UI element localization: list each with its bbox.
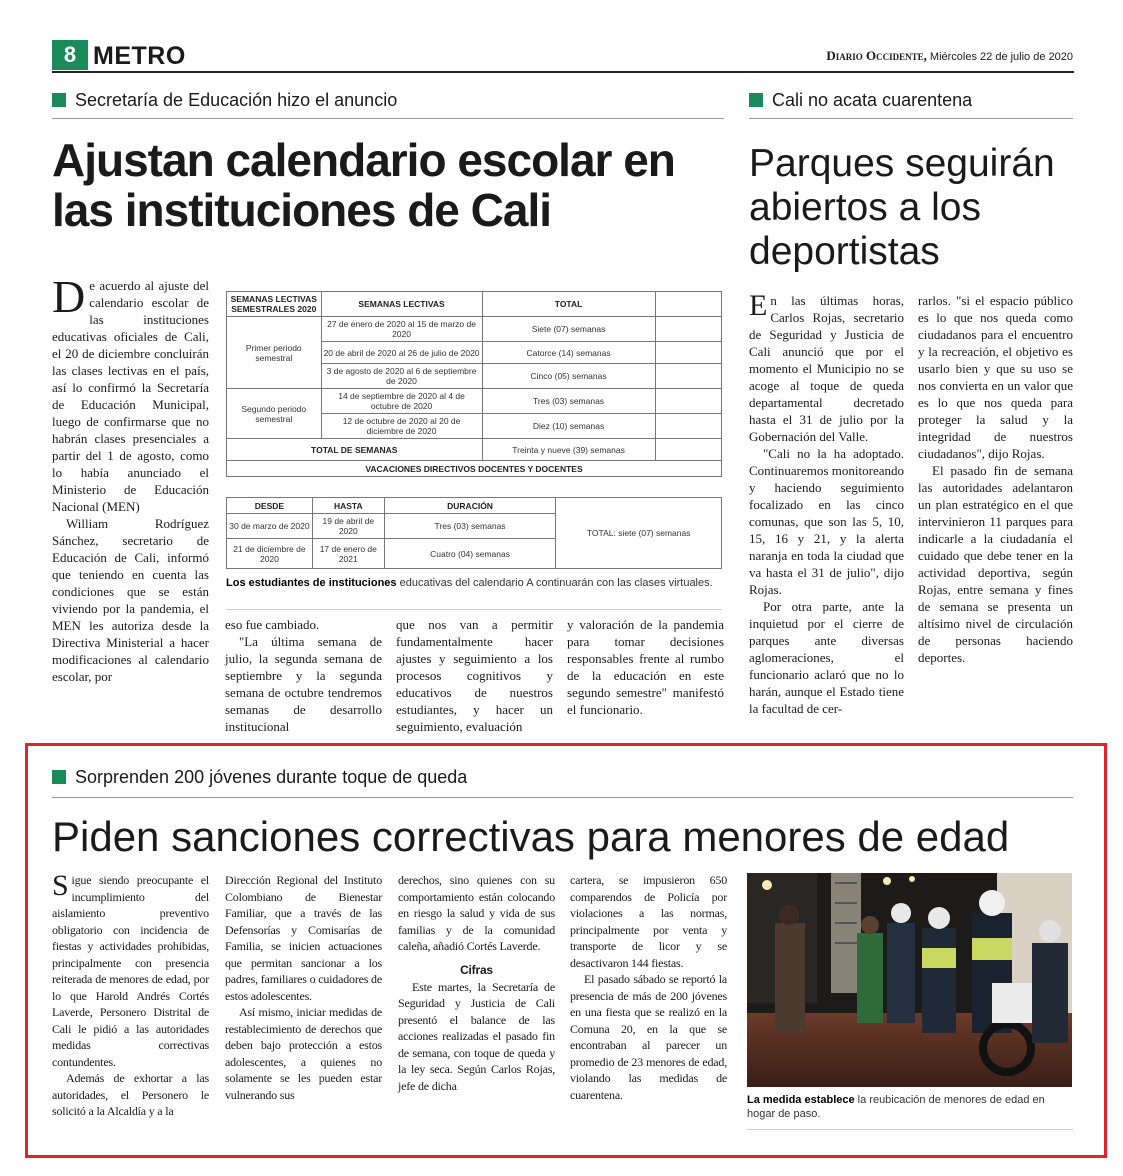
side-col1-p1: n las últimas horas, Carlos Rojas, secretario de Seguridad y Justicia de Cali anunció que por el momento el Municipio no se acoge al toque de queda departamental decretado hasta el 31 de julio por la Gobernación del Valle. bbox=[749, 293, 904, 444]
side-kicker bbox=[749, 89, 972, 111]
side-col1-p3: Por otra parte, ante la inquietud por el cierre de parques ante diversas aglomeraciones, el funcionario aclaró que no lo harán, aunque el Estado tiene la facultad de cer- bbox=[749, 599, 904, 716]
table-header: HASTA bbox=[312, 498, 384, 514]
table-cell-empty bbox=[655, 414, 721, 439]
table-caption-text: educativas del calendario A continuarán con las clases virtuales. bbox=[396, 577, 713, 589]
drop-cap: S bbox=[52, 869, 69, 902]
table-cell: Catorce (14) semanas bbox=[482, 342, 655, 364]
calendar-table bbox=[226, 291, 722, 477]
table-cell-empty bbox=[655, 364, 721, 389]
table-cell: 17 de enero de 2021 bbox=[312, 539, 384, 569]
kicker-square-icon bbox=[52, 93, 66, 107]
table-caption-bold: Los estudiantes de instituciones bbox=[226, 577, 397, 589]
side-col2-p1: rarlos. "si el espacio público es lo que nos queda como ciudadanos para el encuentro y la recreación, el objetivo es usarlo bien y que su uso se nos convierta en un valor que es lo que nos queda para proteger la salud y la integridad de nuestros ciudadanos", dijo Rojas. bbox=[918, 293, 1073, 461]
table-cell: Tres (03) semanas bbox=[384, 514, 556, 539]
table-cell: 14 de septiembre de 2020 al 4 de octubre de 2020 bbox=[321, 389, 482, 414]
header-rule bbox=[52, 71, 1074, 73]
main-col-2 bbox=[225, 616, 382, 735]
bottom-kicker-rule bbox=[52, 797, 1073, 798]
photo-caption-text: la reubicación de menores de edad en hogar de paso. bbox=[747, 1094, 1045, 1120]
main-kicker bbox=[52, 89, 397, 111]
table-cell: Segundo periodo semestral bbox=[227, 389, 322, 439]
table-cell-empty bbox=[655, 342, 721, 364]
table-caption bbox=[226, 576, 722, 590]
table-cell-empty bbox=[655, 292, 721, 317]
table-cell: Cinco (05) semanas bbox=[482, 364, 655, 389]
table-cell: 12 de octubre de 2020 al 20 de diciembre de 2020 bbox=[321, 414, 482, 439]
side-col-1 bbox=[749, 289, 904, 717]
table-cell-empty bbox=[655, 439, 721, 461]
bottom-col2-p1: Dirección Regional del Instituto Colombiano de Bienestar Familiar, que a través de las Defensorías y Comisarías de Familia, se inicien actuaciones que permitan sancionar a los padres, familiares o cuidadores de estos adolescentes. bbox=[225, 873, 382, 1003]
issue-date: Miércoles 22 de julio de 2020 bbox=[929, 51, 1073, 63]
bottom-col-3 bbox=[398, 872, 555, 1094]
newspaper-name: Diario Occidente, bbox=[826, 48, 927, 63]
side-col-2 bbox=[918, 292, 1073, 666]
drop-cap: E bbox=[749, 289, 768, 322]
main-col-4 bbox=[567, 616, 724, 718]
table-cell-empty bbox=[655, 389, 721, 414]
table-header: SEMANAS LECTIVAS bbox=[321, 292, 482, 317]
table-cell: 3 de agosto de 2020 al 6 de septiembre de 2020 bbox=[321, 364, 482, 389]
main-col1-p2: William Rodríguez Sánchez, secretario de Educación de Cali, informó que teniendo en cuenta las condiciones que se están viviendo por la pandemia, el MEN les autoriza desde la Directiva Ministerial a hacer modificaciones al calendario escolar, por bbox=[52, 516, 209, 684]
table-cell: TOTAL: siete (07) semanas bbox=[556, 498, 722, 569]
vacation-table bbox=[226, 497, 722, 569]
bottom-col-1 bbox=[52, 869, 209, 1120]
side-headline: Parques seguirán abiertos a los deportistas bbox=[749, 142, 1055, 273]
news-photo bbox=[747, 873, 1072, 1087]
main-col2-p2: "La última semana de julio, la segunda semana de septiembre y la segunda semana de octubre tendremos semanas de desarrollo institucional bbox=[225, 634, 382, 734]
table-cell: 19 de abril de 2020 bbox=[312, 514, 384, 539]
side-kicker-text: Cali no acata cuarentena bbox=[772, 90, 973, 110]
bottom-col3-p2: Este martes, la Secretaría de Seguridad y Justicia de Cali presentó el balance de las acciones realizadas el pasado fin de semana, con toque de queda y la ley seca. Según Carlos Rojas, jefe de dicha bbox=[398, 979, 555, 1093]
table-header: DURACIÓN bbox=[384, 498, 556, 514]
table-cell: Diez (10) semanas bbox=[482, 414, 655, 439]
drop-cap: D bbox=[52, 271, 86, 322]
side-col1-p2: "Cali no la ha adoptado. Continuaremos monitoreando y haciendo seguimiento focalizado en las cinco comunas, que son las 5, 10, 15, 16 y 21, y la alerta naranja en toda la ciudad que va hasta el 31 de julio", dijo Rojas. bbox=[749, 446, 904, 597]
bottom-col2-p2: Así mismo, iniciar medidas de restablecimiento de derechos que deben bajo protección a estos adolescentes, a quienes no solamente se les pueden estar vulnerando sus bbox=[225, 1005, 382, 1102]
bottom-col4-p1: cartera, se impusieron 650 comparendos de Policía por violaciones a las normas, principalmente por venta y transporte de licor y se desactivaron 144 fiestas. bbox=[570, 873, 727, 970]
caption-rule bbox=[226, 609, 722, 610]
bottom-col1-p2: Además de exhortar a las autoridades, el Personero le solicitó a la Alcaldía y a la bbox=[52, 1071, 209, 1118]
main-col2-p1: eso fue cambiado. bbox=[225, 617, 320, 632]
page-number: 8 bbox=[52, 40, 88, 70]
bottom-col-4 bbox=[570, 872, 727, 1103]
table-vacaciones-header: VACACIONES DIRECTIVOS DOCENTES Y DOCENTES bbox=[227, 461, 722, 477]
table-cell: 27 de enero de 2020 al 15 de marzo de 2020 bbox=[321, 317, 482, 342]
masthead bbox=[826, 48, 1073, 64]
police-scene-image bbox=[747, 873, 1072, 1087]
main-col4-p1: y valoración de la pandemia para tomar decisiones responsables frente al rumbo de la educación en este segundo semestre" manifestó el funcionario. bbox=[567, 617, 724, 717]
table-total-value: Treinta y nueve (39) semanas bbox=[482, 439, 655, 461]
main-kicker-text: Secretaría de Educación hizo el anuncio bbox=[75, 90, 398, 110]
main-headline: Ajustan calendario escolar en las instituciones de Cali bbox=[52, 134, 675, 236]
main-kicker-rule bbox=[52, 118, 724, 119]
photo-caption-rule bbox=[747, 1129, 1073, 1130]
photo-caption-bold: La medida establece bbox=[747, 1094, 855, 1106]
table-cell: 21 de diciembre de 2020 bbox=[227, 539, 313, 569]
bottom-headline: Piden sanciones correctivas para menores de edad bbox=[52, 813, 1010, 860]
table-total-label: TOTAL DE SEMANAS bbox=[227, 439, 483, 461]
main-col3-p1: que nos van a permitir fundamentalmente hacer ajustes y seguimiento a los procesos cognitivos y educativos de nuestros estudiantes, y hacer un seguimiento, evaluación bbox=[396, 617, 553, 734]
main-col-3 bbox=[396, 616, 553, 735]
section-name: METRO bbox=[93, 42, 186, 70]
table-cell: 30 de marzo de 2020 bbox=[227, 514, 313, 539]
side-kicker-rule bbox=[749, 118, 1073, 119]
table-header: TOTAL bbox=[482, 292, 655, 317]
table-cell: Primer periodo semestral bbox=[227, 317, 322, 389]
table-cell: 20 de abril de 2020 al 26 de julio de 2020 bbox=[321, 342, 482, 364]
bottom-col1-p1: igue siendo preocupante el incumplimiento del aislamiento preventivo obligatorio con incidencia de fiestas y actividades prohibidas, principalmente con presencia reiterada de menores de edad, por lo que Harold Andrés Cortés Laverde, Personero Distrital de Cali le pidió a las autoridades medidas correctivas contundentes. bbox=[52, 873, 209, 1069]
table-header: SEMANAS LECTIVAS SEMESTRALES 2020 bbox=[227, 292, 322, 317]
table-header: DESDE bbox=[227, 498, 313, 514]
kicker-square-icon bbox=[52, 770, 66, 784]
kicker-square-icon bbox=[749, 93, 763, 107]
bottom-col-2 bbox=[225, 872, 382, 1103]
bottom-col3-p1: derechos, sino quienes con su comportamiento están colocando en riesgo la salud y vida de sus familias y de la comunidad caleña, añadió Cortés Laverde. bbox=[398, 873, 555, 953]
side-col2-p2: El pasado fin de semana las autoridades adelantaron un plan estratégico en el que intervinieron 11 parques para indicarle a la ciudadanía el cuidado que debe tener en la actividad deportiva, según Rojas, entre semana y fines de semana se presenta un altísimo nivel de circulación de personas haciendo deportes. bbox=[918, 463, 1073, 665]
bottom-kicker bbox=[52, 766, 467, 788]
subhead-cifras: Cifras bbox=[460, 962, 493, 977]
bottom-col4-p2: El pasado sábado se reportó la presencia de más de 200 jóvenes en una fiesta que se realizó en la Comuna 20, en la que se encontraban al parecer un promedio de 23 menores de edad, violando las medidas de cuarentena. bbox=[570, 972, 727, 1102]
bottom-kicker-text: Sorprenden 200 jóvenes durante toque de queda bbox=[75, 767, 468, 787]
main-col-1 bbox=[52, 271, 209, 685]
table-cell-empty bbox=[655, 317, 721, 342]
main-col1-p1: e acuerdo al ajuste del calendario escolar de las instituciones educativas oficiales de Cali, el 20 de diciembre concluirán las clases lectivas en el país, así lo confirmó la Secretaría de Educación Municipal, luego de confirmarse que no habrán clases presenciales a partir del 1 de agosto, como lo había anunciado el Ministerio de Educación Nacional (MEN) bbox=[52, 278, 209, 514]
table-cell: Siete (07) semanas bbox=[482, 317, 655, 342]
photo-caption bbox=[747, 1093, 1073, 1121]
table-cell: Cuatro (04) semanas bbox=[384, 539, 556, 569]
table-cell: Tres (03) semanas bbox=[482, 389, 655, 414]
